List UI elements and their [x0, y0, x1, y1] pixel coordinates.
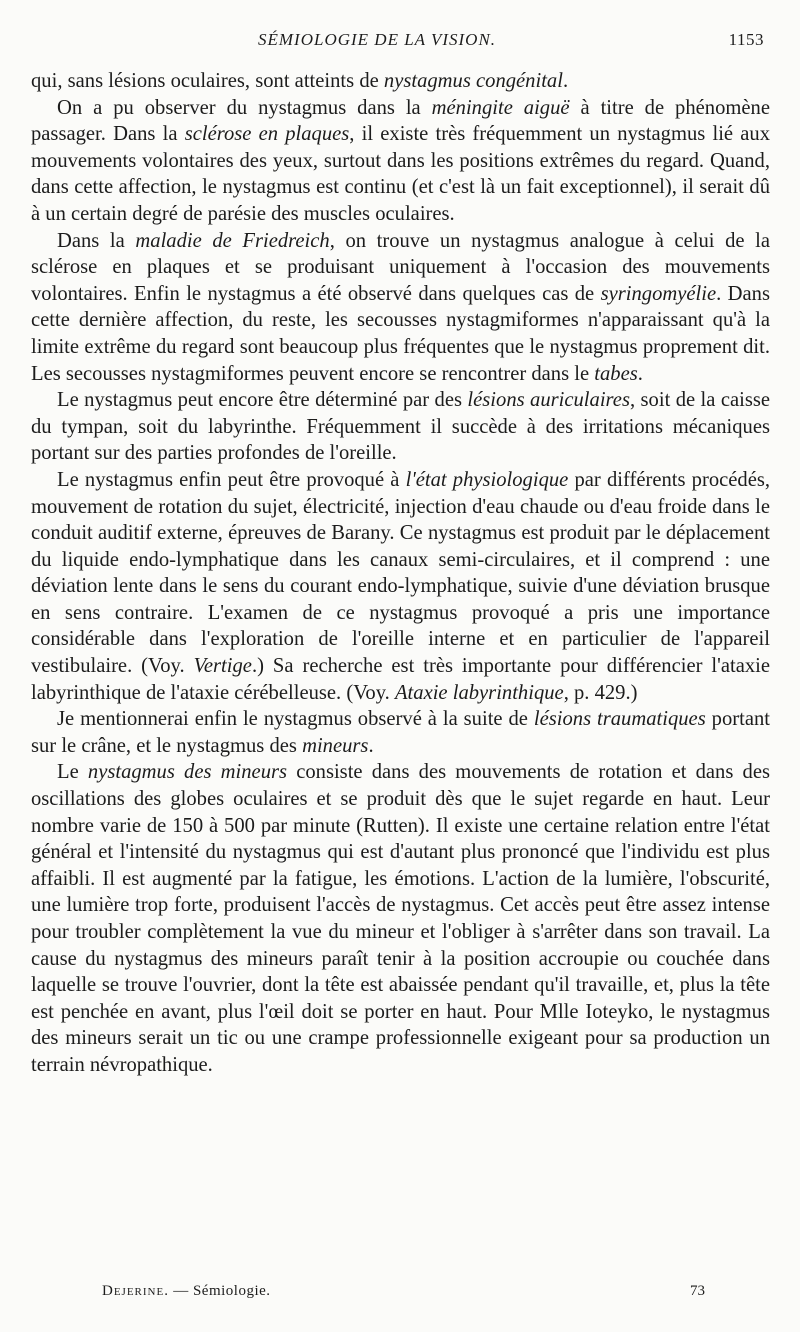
- italic-term: Vertige: [193, 655, 252, 678]
- italic-term: sclérose en plaques: [184, 123, 350, 146]
- italic-term: nystagmus des mineurs: [87, 761, 288, 784]
- paragraph: [31, 759, 770, 1078]
- text-run: Le nystagmus enfin peut être provoqué à: [57, 468, 406, 491]
- text-run: .: [368, 734, 374, 757]
- italic-term: mineurs: [302, 734, 369, 757]
- paragraph: [31, 387, 770, 467]
- running-title: SÉMIOLOGIE DE LA VISION.: [258, 30, 497, 49]
- text-run: qui, sans lésions oculaires, sont atteints de: [31, 70, 384, 92]
- page-footer: [0, 1283, 800, 1307]
- text-run: .) Sa recherche est très importante pour différencier l'ataxie labyrinthique de l'ataxie cérébelleuse. (Voy.: [31, 655, 771, 704]
- text-run: , il existe très fréquemment un nystagmus lié aux mouvements volontaires des yeux, surtout dans les positions extrêmes du regard. Quand, dans cette affection, le nystagmus est continu (et c'est là un fait exceptionnel), il serait dû à un certain degré de parésie des muscles oculaires.: [31, 123, 770, 225]
- italic-term: lésions traumatiques: [533, 708, 706, 731]
- paragraph: [31, 68, 770, 95]
- italic-term: syringomyélie: [600, 282, 717, 305]
- text-run: Je mentionnerai enfin le nystagmus observé à la suite de: [57, 708, 534, 731]
- paragraph: [31, 467, 770, 706]
- text-run: à titre de phénomène passager. Dans la: [31, 96, 770, 146]
- footer-credit: [102, 1283, 271, 1300]
- running-head: [0, 30, 800, 58]
- text-run: . Dans cette dernière affection, du reste, les secousses nystagmiformes n'apparaissant qu'à la limite extrême du regard sont beaucoup plus fréquentes que le nystagmus proprement dit. Les secousses nystagmiformes peuvent encore se rencontrer dans le: [31, 282, 770, 385]
- text-run: portant sur le crâne, et le nystagmus des: [31, 708, 770, 757]
- page-number: 1153: [728, 30, 764, 49]
- signature-mark: 73: [690, 1283, 705, 1299]
- text-run: Dans la: [57, 229, 136, 252]
- italic-term: maladie de Friedreich: [135, 229, 330, 252]
- italic-term: tabes: [594, 362, 638, 385]
- paragraph: [31, 95, 770, 228]
- paragraph: [31, 706, 770, 759]
- footer-book-title: Sémiologie.: [192, 1283, 271, 1299]
- italic-term: nystagmus congénital: [383, 70, 563, 92]
- italic-term: méningite aiguë: [431, 96, 570, 119]
- text-run: .: [637, 362, 643, 385]
- italic-term: lésions auriculaires: [467, 389, 630, 412]
- italic-term: Ataxie labyrinthique: [394, 681, 564, 704]
- footer-dash: —: [173, 1283, 189, 1299]
- text-run: par différents procédés, mouvement de rotation du sujet, électricité, injection d'eau chaude ou d'eau froide dans le conduit auditif externe, épreuves de Barany. Ce nystagmus est produit par le déplacement du liquide endo-lymphatique dans les canaux semi-circulaires, et il comprend : une déviation lente dans le sens du courant endo-lymphatique, suivie d'une déviation brusque en sens contraire. L'examen de ce nystagmus provoqué a pris une importance considérable dans l'exploration de l'oreille interne et en particulier de l'appareil vestibulaire. (Voy.: [31, 468, 770, 678]
- text-run: , on trouve un nystagmus analogue à celui de la sclérose en plaques et se produisant uniquement à l'occasion des mouvements volontaires. Enfin le nystagmus a été observé dans quelques cas de: [31, 229, 771, 305]
- footer-author: Dejerine.: [102, 1283, 169, 1299]
- text-run: Le: [57, 761, 88, 784]
- text-run: On a pu observer du nystagmus dans la: [57, 96, 432, 119]
- text-run: consiste dans des mouvements de rotation et dans des oscillations des globes oculaires et se produit dès que le sujet regarde en haut. Leur nombre varie de 150 à 500 par minute (Rutten). Il existe une certaine relation entre l'état général et l'intensité du nystagmus qui est d'autant plus prononcé que l'individu est plus affaibli. Il est augmenté par la fatigue, les émotions. L'action de la lumière, l'obscurité, une lumière trop forte, produisent l'accès de nystagmus. Cet accès peut être assez intense pour troubler complètement la vue du mineur et l'obliger à s'arrêter dans son travail. La cause du nystagmus des mineurs paraît tenir à la position accroupie ou couchée dans laquelle se trouve l'ouvrier, dont la tête est abaissée pendant qu'il travaille, et, plus la tête est penchée en avant, plus l'œil doit se porter en haut. Pour Mlle Ioteyko, le nystagmus des mineurs serait un tic ou une crampe professionnelle exigeant pour sa production un terrain névropathique.: [31, 761, 770, 1076]
- text-run: , p. 429.): [563, 681, 638, 704]
- text-run: , soit de la caisse du tympan, soit du labyrinthe. Fréquemment il succède à des irritations mécaniques portant sur des parties profondes de l'oreille.: [31, 389, 771, 465]
- body-text: [31, 68, 770, 1079]
- text-run: Le nystagmus peut encore être déterminé par des: [57, 389, 468, 412]
- italic-term: l'état physiologique: [405, 468, 569, 491]
- paragraph: [31, 228, 770, 388]
- text-run: .: [562, 70, 569, 92]
